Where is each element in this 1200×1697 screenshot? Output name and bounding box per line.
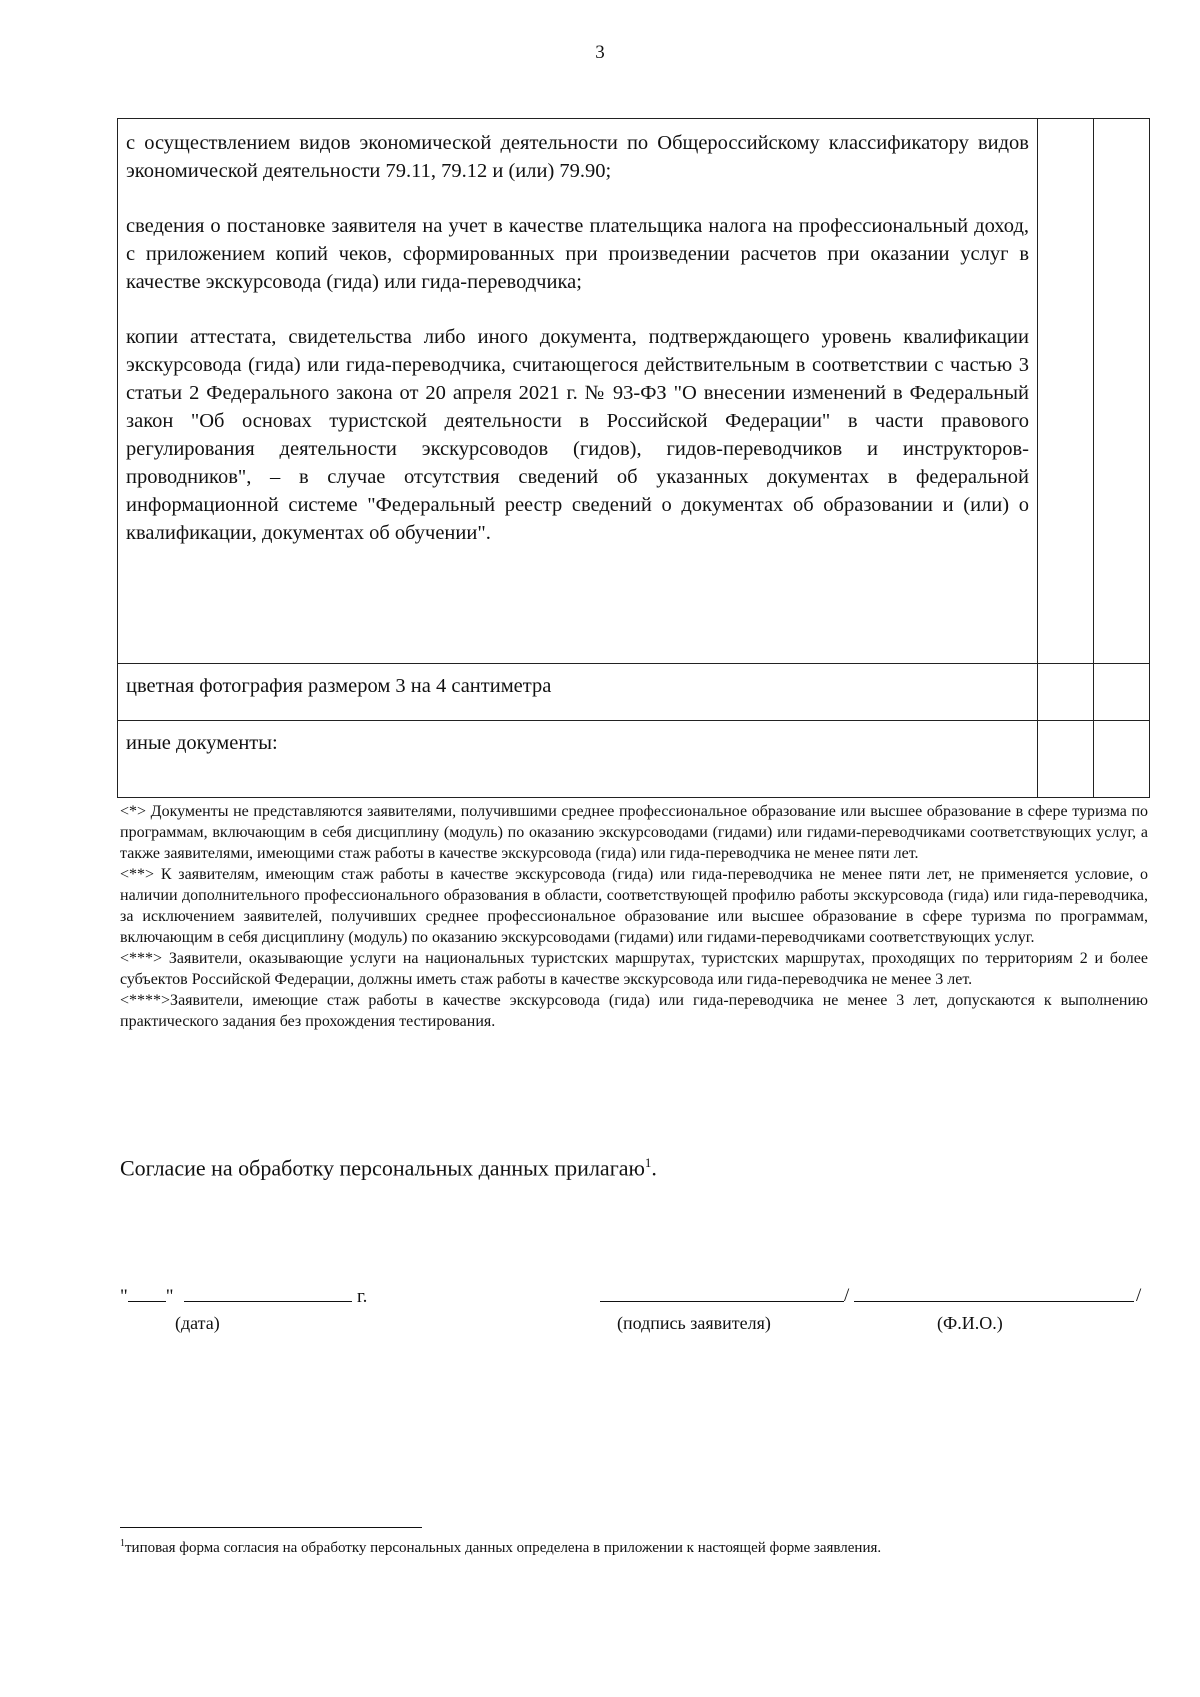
documents-cell xyxy=(118,119,1038,664)
paragraph-certificate: копии аттестата, свидетельства либо иного документа, подтверждающего уровень квалификации экскурсовода (гида) или гида-переводчика, считающегося действительным в соответствии с частью 3 статьи 2 Федерального закона от 20 апреля 2021 г. № 93-ФЗ "О внесении изменений в Федеральный закон "Об основах туристской деятельности в Российской Федерации" в части правового регулирования деятельности экскурсоводов (гидов), гидов-переводчиков и инструкторов-проводников", – в случае отсутствия сведений об указанных документах в федеральной информационной системе "Федеральный реестр сведений о документах об образовании и (или) о квалификации, документах об обучении". xyxy=(126,326,1029,544)
date-line xyxy=(120,1285,367,1308)
consent-text: Согласие на обработку персональных данных прилагаю xyxy=(120,1155,645,1181)
check-cell-b xyxy=(1094,721,1150,798)
note-4: <****>Заявители, имеющие стаж работы в качестве экскурсовода (гида) или гида-переводчика не менее 3 лет, допускаются к выполнению практического задания без прохождения тестирования. xyxy=(120,992,1148,1030)
photo-cell: цветная фотография размером 3 на 4 сантиметра xyxy=(118,664,1038,721)
day-blank[interactable] xyxy=(128,1285,166,1302)
note-1: <*> Документы не представляются заявителями, получившими среднее профессиональное образование или высшее образование в сфере туризма по программам, включающим в себя дисциплину (модуль) по оказанию экскурсоводами (гидами) или гидами-переводчиками соответствующих услуг, а также заявителями, имеющими стаж работы в качестве экскурсовода (гида) или гида-переводчика не менее пяти лет. xyxy=(120,803,1148,862)
signature-label: (подпись заявителя) xyxy=(617,1313,771,1333)
footnote-mark: 1 xyxy=(644,1155,652,1170)
check-cell-a xyxy=(1038,721,1094,798)
name-blank[interactable] xyxy=(854,1285,1134,1302)
footnote-number: 1 xyxy=(120,1538,125,1549)
quote-close: " xyxy=(165,1286,174,1307)
slash-1: / xyxy=(844,1285,850,1306)
footnote-text: типовая форма согласия на обработку персональных данных определена в приложении к настоящей форме заявления. xyxy=(125,1540,882,1556)
table-row xyxy=(118,664,1150,721)
slash-2: / xyxy=(1136,1285,1142,1306)
quote-open: " xyxy=(120,1286,128,1307)
year-suffix: г. xyxy=(357,1286,368,1307)
documents-table xyxy=(117,118,1150,798)
footnote-divider xyxy=(120,1527,422,1528)
check-cell-b xyxy=(1094,119,1150,664)
date-label: (дата) xyxy=(175,1313,220,1333)
check-cell-b xyxy=(1094,664,1150,721)
note-2: <**> К заявителям, имеющим стаж работы в качестве экскурсовода (гида) или гида-переводчика не менее пяти лет, не применяется условие, о наличии дополнительного профессионального образования в области, соответствующей профилю работы экскурсовода (гида) или гида-переводчика, за исключением заявителей, получивших среднее профессиональное образование или высшее образование в сфере туризма по программам, включающим в себя дисциплину (модуль) по оказанию экскурсоводами (гидами) или гидами-переводчиками соответствующих услуг. xyxy=(120,866,1148,946)
table-row xyxy=(118,119,1150,664)
notes-block xyxy=(120,801,1148,1032)
consent-statement xyxy=(120,1155,657,1181)
name-label: (Ф.И.О.) xyxy=(937,1313,1003,1333)
table-row xyxy=(118,721,1150,798)
paragraph-tax-registration: сведения о постановке заявителя на учет в качестве плательщика налога на профессиональный доход, с приложением копий чеков, сформированных при произведении расчетов при оказании услуг в качестве экскурсовода (гида) или гида-переводчика; xyxy=(126,215,1029,293)
paragraph-okved: с осуществлением видов экономической деятельности по Общероссийскому классификатору видов экономической деятельности 79.11, 79.12 и (или) 79.90; xyxy=(126,132,1029,182)
other-documents-cell: иные документы: xyxy=(118,721,1038,798)
month-blank[interactable] xyxy=(184,1285,352,1302)
check-cell-a xyxy=(1038,664,1094,721)
consent-end: . xyxy=(651,1155,657,1181)
footnote xyxy=(120,1538,881,1557)
page-number: 3 xyxy=(595,42,605,63)
signature-blank[interactable] xyxy=(600,1285,844,1302)
signature-block xyxy=(120,1285,1150,1345)
check-cell-a xyxy=(1038,119,1094,664)
note-3: <***> Заявители, оказывающие услуги на национальных туристских маршрутах, туристских маршрутах, проходящих по территориям 2 и более субъектов Российской Федерации, должны иметь стаж работы в качестве экскурсовода или гида-переводчика не менее 3 лет. xyxy=(120,950,1148,988)
